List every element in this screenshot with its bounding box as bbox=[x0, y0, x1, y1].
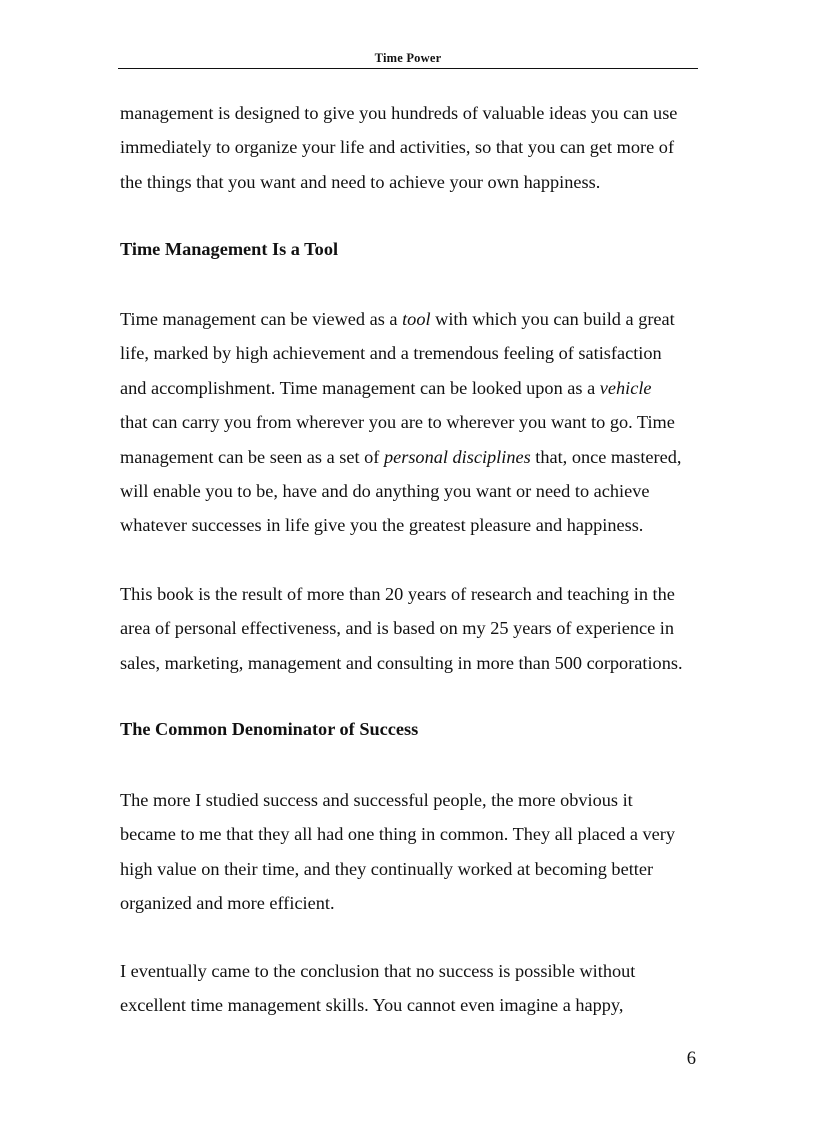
emphasis-personal-disciplines: personal disciplines bbox=[383, 446, 531, 467]
text-line: sales, marketing, management and consulting in more than 500 corporations. bbox=[120, 652, 683, 673]
paragraph-conclusion bbox=[120, 954, 700, 1023]
text-line: became to me that they all had one thing in common. They all placed a very bbox=[120, 824, 676, 845]
text-line bbox=[120, 302, 700, 336]
page-number: 6 bbox=[686, 1049, 696, 1069]
text-line: This book is the result of more than 20 years of research and teaching in the bbox=[120, 584, 675, 604]
text-line: organized and more efficient. bbox=[120, 893, 335, 914]
text-line: the things that you want and need to achieve your own happiness. bbox=[120, 171, 601, 192]
text-line: immediately to organize your life and activities, so that you can get more of bbox=[120, 137, 675, 158]
paragraph-intro bbox=[120, 96, 700, 199]
text-line: that can carry you from wherever you are to wherever you want to go. Time bbox=[120, 412, 675, 433]
emphasis-tool: tool bbox=[402, 309, 431, 329]
text-line: The more I studied success and successful people, the more obvious it bbox=[120, 790, 633, 810]
text-line bbox=[120, 440, 700, 474]
text-line: excellent time management skills. You cannot even imagine a happy, bbox=[120, 995, 624, 1016]
text-line: life, marked by high achievement and a tremendous feeling of satisfaction bbox=[120, 343, 662, 364]
section-heading-time-management-tool: Time Management Is a Tool bbox=[120, 239, 339, 259]
paragraph-successful-people bbox=[120, 783, 700, 921]
text-run: that, once mastered, bbox=[530, 446, 682, 467]
text-run: with which you can build a great bbox=[430, 309, 675, 329]
text-run: and accomplishment. Time management can be looked upon as a bbox=[120, 377, 600, 398]
text-line: whatever successes in life give you the greatest pleasure and happiness. bbox=[120, 515, 644, 536]
text-line: will enable you to be, have and do anything you want or need to achieve bbox=[120, 480, 650, 501]
running-header-title: Time Power bbox=[374, 51, 442, 65]
text-run: Time management can be viewed as a bbox=[120, 309, 403, 329]
paragraph-book-origin bbox=[120, 577, 700, 680]
text-line: area of personal effectiveness, and is based on my 25 years of experience in bbox=[120, 618, 674, 639]
text-line: I eventually came to the conclusion that no success is possible without bbox=[120, 961, 636, 981]
header-rule bbox=[118, 68, 698, 69]
text-line: management is designed to give you hundreds of valuable ideas you can use bbox=[120, 103, 678, 123]
section-heading-common-denominator: The Common Denominator of Success bbox=[120, 719, 419, 739]
paragraph-tool bbox=[120, 302, 700, 543]
text-run: management can be seen as a set of bbox=[120, 446, 384, 467]
text-line: high value on their time, and they continually worked at becoming better bbox=[120, 858, 654, 879]
text-line bbox=[120, 371, 700, 405]
emphasis-vehicle: vehicle bbox=[599, 377, 652, 398]
